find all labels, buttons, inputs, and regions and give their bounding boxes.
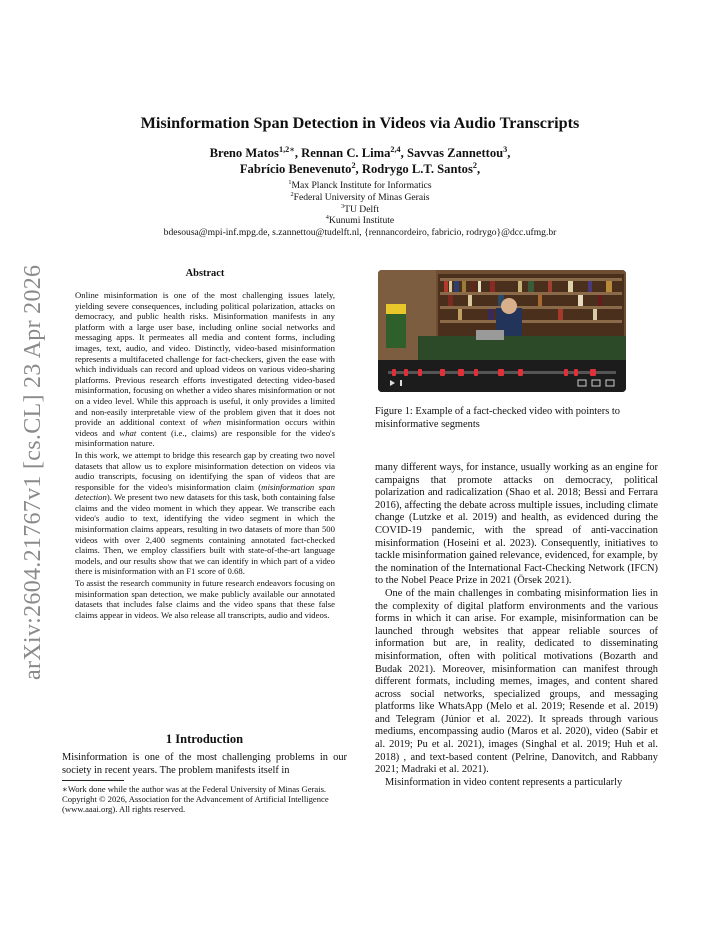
intro-body (62, 752, 347, 777)
author-name: Breno Matos (209, 146, 279, 160)
body-paragraph: many different ways, for instance, usually working as an engine for campaigns that promote attacks on democracy, political polarization and radicalization (Shao et al. 2018; Bessi and Ferrara 2016), affecting the debate across multiple issues, including climate change (Lutzke et al. 2019) and health, as evidenced during the COVID-19 pandemic, with the spread of anti-vaccination misinformation (Hoseini et al. 2023). Consequently, initiatives to tackle misinformation gained relevance, evidenced, for example, by the nomination of the International Fact-Checking Network (IFCN) to the Nobel Peace Prize in 2021 (Örsek 2021). (375, 462, 658, 587)
footnote-copyright: Copyright © 2026, Association for the Advancement of Artificial Intelligence (www.aaai.org). All rights reserved. (62, 794, 329, 815)
affiliations (0, 180, 720, 239)
abstract-paragraph: To assist the research community in future research endeavors focusing on misinformation span detection, we make publicly available our annotated datasets that includes false claims and the video spans that these false claims appear in videos. We also release all transcripts, audio and videos. (75, 578, 335, 620)
footnotes (62, 784, 347, 815)
author-name: Fabrício Benevenuto (239, 162, 352, 176)
arxiv-identifier: arXiv:2604.21767v1 [cs.CL] 23 Apr 2026 (20, 264, 46, 680)
abstract-paragraph: In this work, we attempt to bridge this research gap by creating two novel datasets that allow us to explore misinformation detection on videos via audio transcripts, focusing on identifying the span of videos that are responsible for the video's misinformation claim (misinformation span detection). We present two new datasets for this task, both containing false claims and the video moment in which they appear. We transcribe each video's audio to text, identifying the video segment in which the misinformation claims appears, resulting in two datasets of more than 500 videos with over 2,400 segments containing annotated fact-checked claims. Then, we employ classifiers built with state-of-the-art language models, and our results show that we can identify in which part of a video there is misinformation with an F1 score of 0.68. (75, 449, 335, 577)
author-name: Rennan C. Lima (301, 146, 391, 160)
abstract-paragraph: Online misinformation is one of the most challenging issues lately, yielding severe consequences, including political polarization, attacks on democracy, and public health risks. Misinformation manifests in any platform with a large user base, including online social networks and messaging apps. It permeates all media and content forms, including images, text, audio, and video. Distinctly, video-based misinformation represents a multifaceted challenge for fact-checkers, given the ease with which individuals can record and upload videos on various video-sharing platforms. Previous research efforts investigated detecting video-based misinformation, focusing on whether a video shares misinformation or not on a video level. While this approach is useful, it only provides a limited and non-easily interpretable view of the problem given that it does not provide an additional context of when misinformation occurs within videos and what content (i.e., claims) are responsible for the video's misinformation nature. (75, 290, 335, 449)
figure-caption: Figure 1: Example of a fact-checked video with pointers to misinformative segments (375, 406, 620, 430)
figure-video-frame (378, 270, 626, 392)
body-paragraph: One of the main challenges in combating misinformation lies in the complexity of digital platform environments and the various forms in which it can arise. For example, misinformation can be launched through websites that appear reliable sources of information but are, in reality, dedicated to disseminating misinformation, often with political motivations (Bozarth and Budak 2021). Moreover, misinformation can manifest through different formats, including memes, images, and content shared across social networks, specialized groups, and messaging platforms like WhatsApp (Melo et al. 2019; Resende et al. 2019) and Telegram (Júnior et al. 2022). It spreads through various mediums, encompassing audio (Maros et al. 2020), video (Sabir et al. 2019; Pu et al. 2021), images (Singhal et al. 2019; Huh et al. 2018) , and text-based content (Pelrine, Danovitch, and Rabbany 2021; Madraki et al. 2021). (375, 587, 658, 776)
footnote-rule (62, 780, 124, 781)
section-heading-introduction: 1 Introduction (165, 732, 244, 746)
affiliation-line: $^2$Federal University of Minas Gerais (290, 190, 430, 203)
author-list: Breno Matos$^{1,2∗}$, Rennan C. Lima$^{2,4}$, Savvas Zannettou$^3$, Fabrício Benevenuto$^2$, Rodrygo L.T. Santos$^2$, (209, 144, 511, 176)
intro-continuation (375, 462, 658, 789)
body-paragraph: Misinformation in video content represents a particularly (385, 776, 623, 788)
footnote-work: ∗Work done while the author was at the Federal University of Minas Gerais. (62, 784, 327, 794)
affiliation-line: $^3$TU Delft (340, 202, 380, 215)
paper-title: Misinformation Span Detection in Videos via Audio Transcripts (140, 114, 580, 132)
author-name: Savvas Zannettou (406, 146, 504, 160)
affiliation-line: $^1$Max Planck Institute for Informatics (288, 178, 432, 191)
intro-paragraph: Misinformation is one of the most challenging problems in our society in recent years. The problem manifests itself in (62, 752, 347, 776)
video-still-illustration (378, 270, 626, 392)
affiliation-line: $^4$Kunumi Institute (325, 214, 395, 227)
author-name: Rodrygo L.T. Santos (361, 162, 473, 176)
email-line: bdesousa@mpi-inf.mpg.de, s.zannettou@tudelft.nl, {rennancordeiro, fabricio, rodrygo}@dcc.ufmg.br (163, 227, 557, 239)
abstract-body (75, 290, 335, 621)
abstract-heading: Abstract (185, 268, 225, 279)
